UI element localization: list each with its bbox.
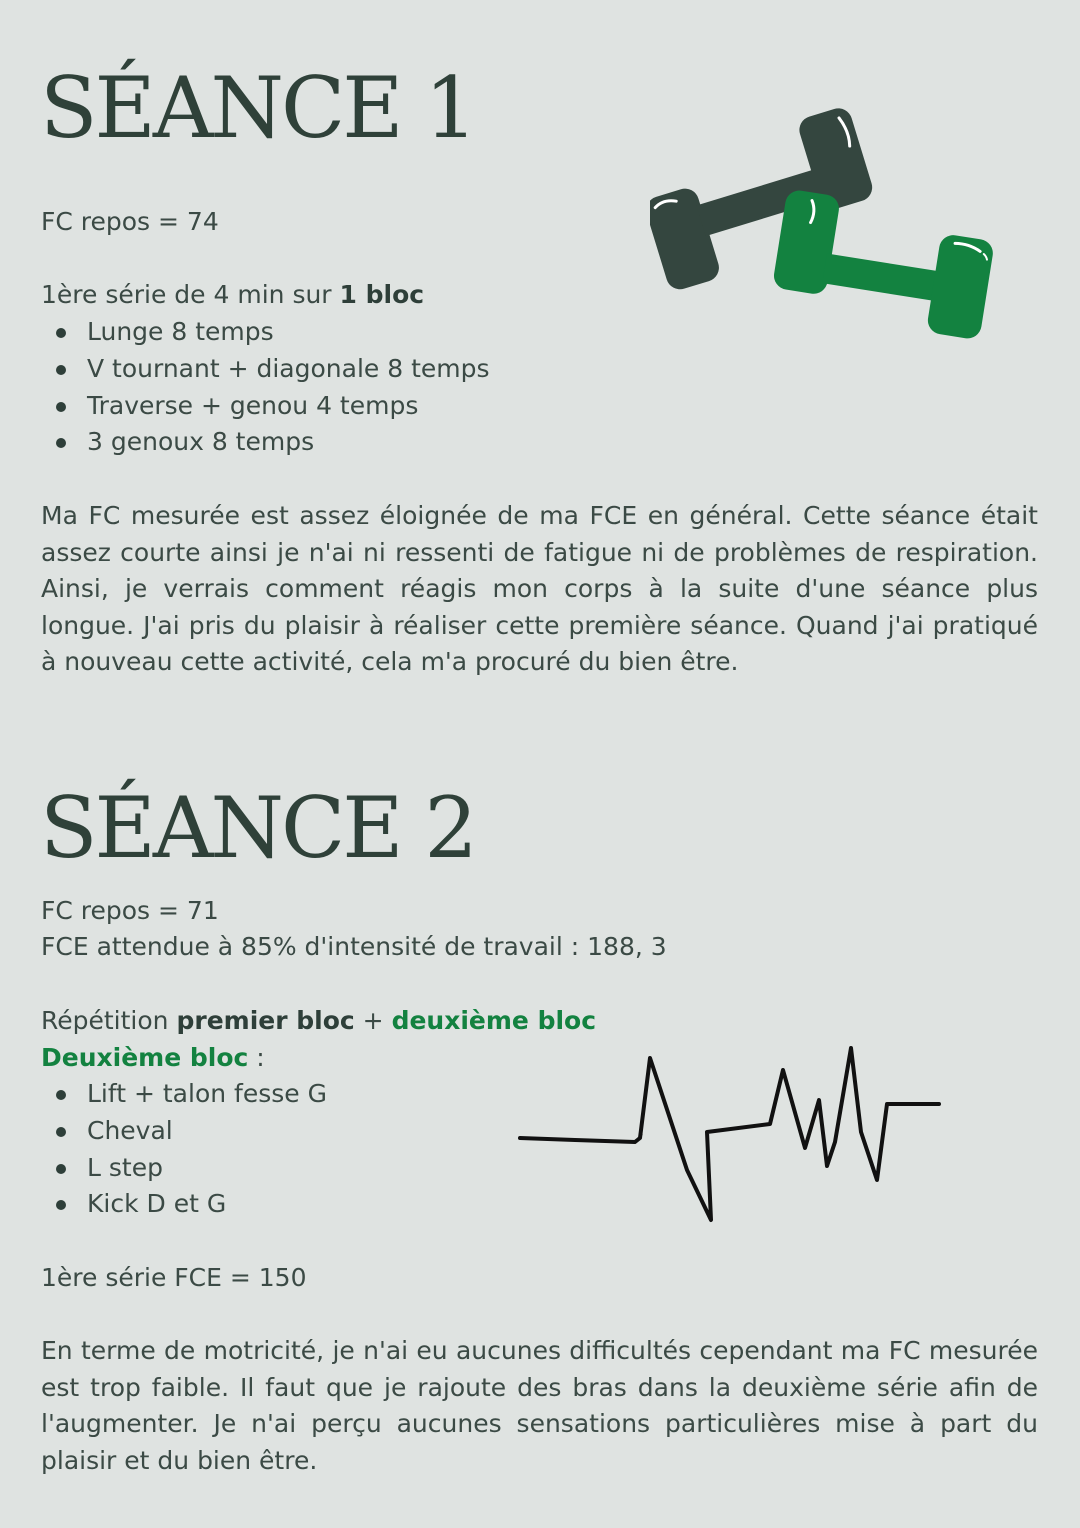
deuxieme-bloc-label: Deuxième bloc [41, 1043, 249, 1072]
seance-1-title: SÉANCE 1 [40, 59, 475, 157]
seance-1-fc-repos: FC repos = 74 [41, 207, 219, 236]
seance-2-fce-attendue: FCE attendue à 85% d'intensité de travail : 188, 3 [41, 932, 667, 961]
seance-2-fc-repos: FC repos = 71 [41, 896, 219, 925]
seance-2-exercise-list [41, 1076, 327, 1223]
list-item: Kick D et G [41, 1186, 327, 1223]
seance-1-serie [41, 277, 424, 313]
seance-1-paragraph: Ma FC mesurée est assez éloignée de ma FCE en général. Cette séance était assez courte ainsi je n'ai ni ressenti de fatigue ni de problèmes de respiration. Ainsi, je verrais comment réagis mon corps à la suite d'une séance plus longue. J'ai pris du plaisir à réaliser cette première séance. Quand j'ai pratiqué à nouveau cette activité, cela m'a procuré du bien être. [41, 501, 1038, 677]
seance-2-paragraph: En terme de motricité, je n'ai eu aucunes difficultés cependant ma FC mesurée est trop faible. Il faut que je rajoute des bras dans la deuxième série afin de l'augmenter. Je n'ai perçu aucunes sensations particulières mise à part du plaisir et du bien être. [41, 1336, 1038, 1475]
list-item: Cheval [41, 1113, 327, 1150]
list-item: L step [41, 1150, 327, 1187]
repetition-plus: + [354, 1006, 392, 1035]
seance-2-title: SÉANCE 2 [40, 779, 475, 877]
deuxieme-bloc-colon: : [248, 1043, 265, 1072]
dumbbells-icon [650, 100, 995, 345]
list-item: 3 genoux 8 temps [41, 424, 490, 461]
seance-2-repetition [41, 1003, 596, 1039]
serie-prefix: 1ère série de 4 min sur [41, 280, 340, 309]
repetition-prefix: Répétition [41, 1006, 177, 1035]
green-dumbbell [769, 189, 995, 341]
deuxieme-bloc-heading [41, 1040, 265, 1076]
list-item: V tournant + diagonale 8 temps [41, 351, 490, 388]
heartbeat-line-icon [515, 1040, 945, 1230]
serie-bloc: 1 bloc [339, 280, 425, 309]
repetition-deuxieme-bloc: deuxième bloc [391, 1006, 597, 1035]
list-item: Lunge 8 temps [41, 314, 490, 351]
seance-1-exercise-list [41, 314, 490, 461]
list-item: Traverse + genou 4 temps [41, 388, 490, 425]
seance-2-serie-fce: 1ère série FCE = 150 [41, 1263, 307, 1292]
list-item: Lift + talon fesse G [41, 1076, 327, 1113]
repetition-premier-bloc: premier bloc [176, 1006, 355, 1035]
